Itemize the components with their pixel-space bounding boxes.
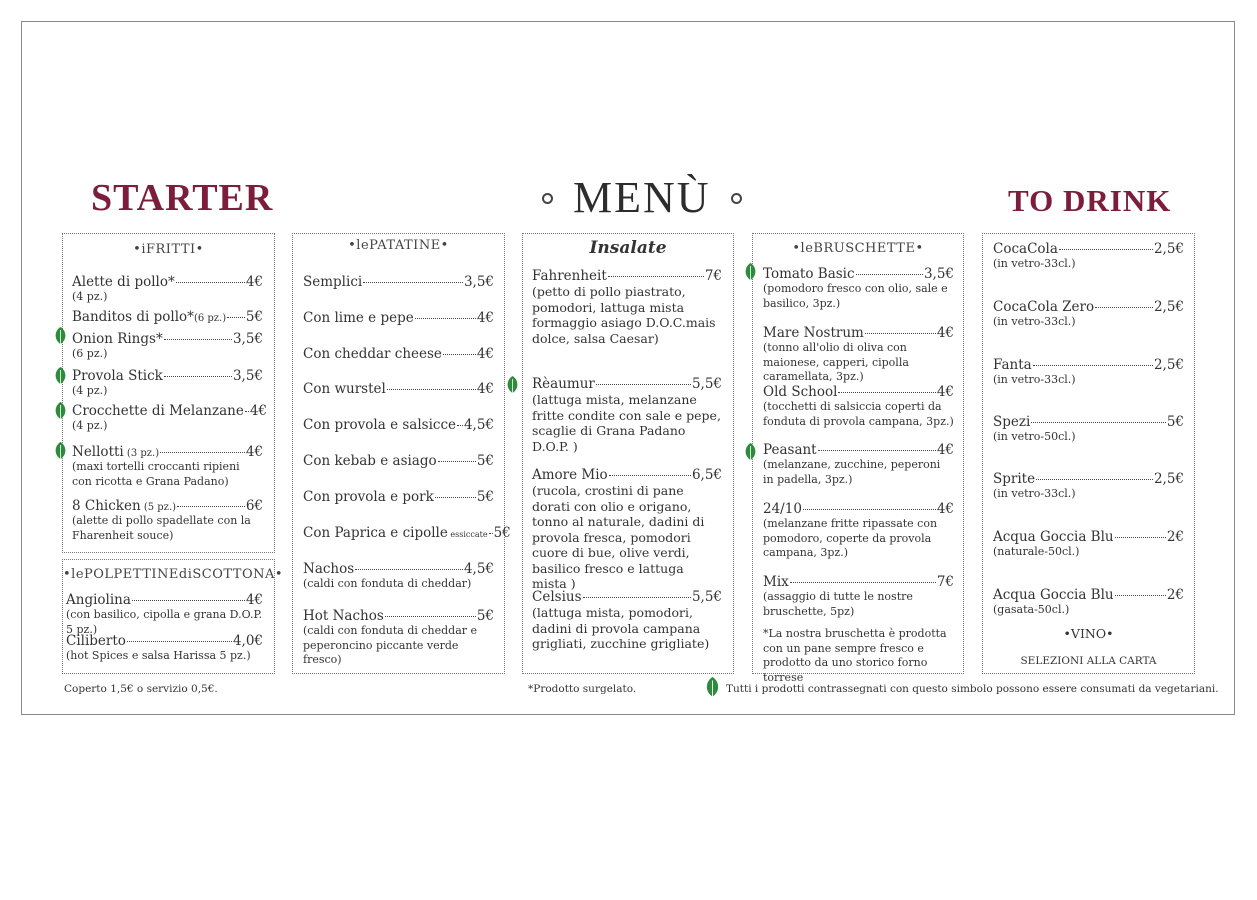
item-name: Acqua Goccia Blu [993, 587, 1114, 603]
item-desc: (in vetro-33cl.) [993, 257, 1076, 270]
item-desc: (caldi con fonduta di cheddar) [303, 577, 472, 590]
item-price: 5€ [493, 525, 511, 541]
patatine-item [303, 417, 494, 433]
patatine-item [303, 310, 494, 326]
item-price: 7€ [704, 268, 722, 284]
patatine-title: •lePATATINE• [348, 238, 449, 253]
item-price: 4€ [936, 442, 954, 458]
item-desc: (petto di pollo piastrato, pomodori, lattuga mista formaggio asiago D.O.C.mais dolce, salsa Caesar) [532, 284, 716, 346]
item-price: 4€ [476, 346, 494, 362]
surgelato-note: *Prodotto surgelato. [528, 683, 637, 695]
item-name: Provola Stick [72, 368, 163, 384]
insalate-item [532, 467, 722, 592]
patatine-item [303, 381, 494, 397]
item-note: (6 pz.) [193, 313, 227, 324]
item-name: Banditos di pollo* [72, 309, 194, 325]
drink-heading: TO DRINK [1008, 183, 1172, 218]
fritti-item [72, 309, 263, 325]
fritti-item [72, 403, 268, 434]
item-price: 4€ [936, 325, 954, 341]
item-price: 4€ [476, 310, 494, 326]
item-desc: (gasata-50cl.) [993, 603, 1070, 616]
item-name: Con provola e pork [303, 489, 434, 505]
item-price: 3,5€ [232, 368, 263, 384]
item-name: Con kebab e asiago [303, 453, 437, 469]
item-desc: (alette di pollo spadellate con la Fharenheit souce) [72, 514, 251, 542]
item-name: Con Paprica e cipolle [303, 525, 448, 541]
item-price: 2,5€ [1153, 241, 1184, 257]
item-price: 4,5€ [463, 417, 494, 433]
leaf-icon [54, 402, 67, 421]
item-name: Amore Mio [532, 467, 608, 483]
leaf-icon [705, 677, 720, 699]
coperto-note: Coperto 1,5€ o servizio 0,5€. [64, 683, 218, 695]
item-price: 6€ [245, 498, 263, 514]
drink-item [993, 357, 1184, 388]
polpettine-title: •lePOLPETTINEdiSCOTTONA• [63, 567, 284, 582]
item-price: 2€ [1166, 529, 1184, 545]
leaf-icon [54, 327, 67, 346]
bruschette-item [763, 574, 954, 619]
item-name: Con wurstel [303, 381, 386, 397]
drink-item [993, 529, 1184, 560]
item-name: Rèaumur [532, 376, 595, 392]
item-price: 2€ [1166, 587, 1184, 603]
leaf-icon [744, 443, 757, 462]
item-name: Nachos [303, 561, 355, 577]
item-price: 5€ [245, 309, 263, 325]
item-name: Tomato Basic [763, 266, 855, 282]
item-desc: (tonno all'olio di oliva con maionese, capperi, cipolla caramellata, 3pz.) [763, 341, 909, 383]
item-name: Fanta [993, 357, 1032, 373]
item-price: 5€ [476, 453, 494, 469]
fritti-item [72, 368, 263, 399]
item-name: Celsius [532, 589, 582, 605]
item-name: Onion Rings* [72, 331, 163, 347]
menu-title: MENÙ [573, 173, 711, 222]
patatine-item [303, 608, 494, 668]
item-name: Fahrenheit [532, 268, 607, 284]
patatine-item [303, 525, 511, 541]
item-desc: (4 pz.) [72, 290, 108, 303]
item-name: Spezi [993, 414, 1031, 430]
item-price: 4€ [249, 403, 268, 419]
insalate-item [532, 589, 722, 652]
item-note: essiccate [447, 530, 488, 539]
item-name: Peasant [763, 442, 817, 458]
item-name: Semplici [303, 274, 363, 290]
item-note: (3 pz.) [123, 448, 160, 459]
item-desc: (melanzane fritte ripassate con pomodoro, coperte da provola campana, 3pz.) [763, 517, 938, 559]
item-desc: (6 pz.) [72, 347, 108, 360]
vino-title: •VINO• [1063, 626, 1114, 641]
item-name: Nellotti [72, 444, 124, 460]
item-price: 5,5€ [691, 589, 722, 605]
polpettine-item [66, 633, 263, 664]
item-name: Crocchette di Melanzane [72, 403, 244, 419]
item-desc: (con basilico, cipolla e grana D.O.P. 5 pz.) [66, 608, 263, 636]
item-desc: (4 pz.) [72, 384, 108, 397]
leaf-icon [54, 367, 67, 386]
drink-item [993, 241, 1184, 272]
bruschette-item [763, 501, 954, 561]
drink-item [993, 471, 1184, 502]
item-desc: (lattuga mista, pomodori, dadini di provola campana grigliati, zucchine grigliate) [532, 605, 710, 651]
item-desc: (in vetro-33cl.) [993, 487, 1076, 500]
dot-right [731, 193, 742, 204]
item-price: 3,5€ [232, 331, 263, 347]
patatine-item [303, 274, 494, 290]
drink-item [993, 299, 1184, 330]
fritti-title: •iFRITTI• [133, 242, 204, 257]
item-desc: (assaggio di tutte le nostre bruschette, 5pz) [763, 590, 913, 618]
item-price: 4€ [245, 444, 263, 460]
item-desc: (melanzane, zucchine, peperoni in padella, 3pz.) [763, 458, 941, 486]
item-desc: (in vetro-33cl.) [993, 315, 1076, 328]
vino-note: SELEZIONI ALLA CARTA [1020, 655, 1157, 667]
item-name: Mix [763, 574, 789, 590]
item-price: 4€ [936, 384, 954, 400]
item-price: 5€ [476, 489, 494, 505]
item-name: Sprite [993, 471, 1036, 487]
item-price: 4,0€ [232, 633, 263, 649]
item-price: 3,5€ [923, 266, 954, 282]
item-price: 6,5€ [691, 467, 722, 483]
item-name: Ciliberto [66, 633, 126, 649]
item-desc: (naturale-50cl.) [993, 545, 1080, 558]
leaf-icon [744, 263, 757, 282]
item-desc: (pomodoro fresco con olio, sale e basilico, 3pz.) [763, 282, 948, 310]
item-name: CocaCola [993, 241, 1058, 257]
item-price: 4€ [245, 592, 263, 608]
item-desc: (tocchetti di salsiccia coperti da fonduta di provola campana, 3pz.) [763, 400, 954, 428]
fritti-item [72, 444, 263, 489]
polpettine-item [66, 592, 263, 637]
starter-heading: STARTER [91, 177, 274, 219]
item-desc: (in vetro-50cl.) [993, 430, 1076, 443]
drink-item [993, 414, 1184, 445]
fritti-item [72, 331, 263, 362]
item-desc: (4 pz.) [72, 419, 108, 432]
item-price: 4,5€ [463, 561, 494, 577]
item-desc: (caldi con fonduta di cheddar e peperoncino piccante verde fresco) [303, 624, 478, 666]
item-desc: (hot Spices e salsa Harissa 5 pz.) [66, 649, 251, 662]
item-name: CocaCola Zero [993, 299, 1095, 315]
bruschette-item [763, 442, 954, 487]
insalate-item [532, 376, 722, 454]
item-name: Con cheddar cheese [303, 346, 442, 362]
item-price: 5,5€ [691, 376, 722, 392]
item-name: Alette di pollo* [72, 274, 175, 290]
item-name: Old School [763, 384, 838, 400]
patatine-item [303, 346, 494, 362]
item-price: 4€ [476, 381, 494, 397]
item-price: 2,5€ [1153, 357, 1184, 373]
item-price: 4€ [936, 501, 954, 517]
item-desc: (maxi tortelli croccanti ripieni con ricotta e Grana Padano) [72, 460, 240, 488]
bruschette-item [763, 266, 954, 311]
bruschette-item [763, 325, 954, 385]
bruschette-item [763, 384, 954, 429]
item-price: 7€ [936, 574, 954, 590]
leaf-icon [506, 376, 519, 395]
patatine-item [303, 489, 494, 505]
bruschette-title: •leBRUSCHETTE• [792, 241, 924, 256]
patatine-item [303, 453, 494, 469]
item-name: Con provola e salsicce [303, 417, 457, 433]
fritti-item [72, 274, 263, 305]
item-name: Mare Nostrum [763, 325, 864, 341]
insalate-item [532, 268, 722, 346]
dot-left [542, 193, 553, 204]
item-price: 2,5€ [1153, 471, 1184, 487]
item-desc: (lattuga mista, melanzane fritte condite con sale e pepe, scaglie di Grana Padano D.O.P. ) [532, 392, 721, 454]
item-note: (5 pz.) [140, 502, 177, 513]
insalate-title: Insalate [589, 238, 667, 258]
item-price: 4€ [245, 274, 263, 290]
item-name: Angiolina [66, 592, 131, 608]
drink-item [993, 587, 1184, 618]
item-desc: (in vetro-33cl.) [993, 373, 1076, 386]
item-price: 5€ [476, 608, 494, 624]
leaf-icon [54, 442, 67, 461]
item-price: 3,5€ [463, 274, 494, 290]
item-name: 8 Chicken [72, 498, 141, 514]
menu-heading [522, 172, 762, 223]
vegetarian-note: Tutti i prodotti contrassegnati con questo simbolo possono essere consumati da vegetariani. [726, 683, 1219, 695]
item-name: Con lime e pepe [303, 310, 414, 326]
patatine-item [303, 561, 494, 592]
item-desc: (rucola, crostini di pane dorati con olio e origano, tonno al naturale, dadini di provola fresca, pomodori cuore di bue, olive verdi, basilico fresco e lattuga mista ) [532, 483, 705, 591]
item-name: Hot Nachos [303, 608, 384, 624]
fritti-item [72, 498, 263, 543]
item-price: 2,5€ [1153, 299, 1184, 315]
item-name: 24/10 [763, 501, 802, 517]
item-price: 5€ [1166, 414, 1184, 430]
item-name: Acqua Goccia Blu [993, 529, 1114, 545]
bruschette-note: *La nostra bruschetta è prodotta con un pane sempre fresco e prodotto da uno storico forno torrese [763, 627, 947, 684]
